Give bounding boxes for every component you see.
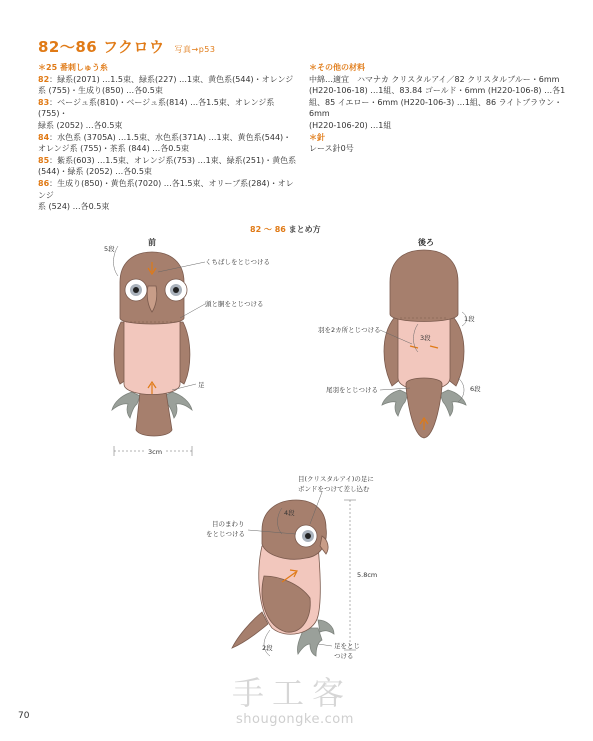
yarn-text: 系 (524) …各0.5束 [38, 202, 110, 212]
tail-label: 尾羽をとじつける [326, 386, 378, 394]
wings-label: 羽を2カ所とじつける [318, 326, 381, 334]
yarn-text: ：生成り(850)・黄色系(7020) …各1.5束、オリーブ系(284)・オレンジ [38, 178, 294, 200]
yarn-text: ：水色系 (3705A) …1.5束、水色系(371A) …1束、黄色系(544)・ [49, 132, 292, 142]
materials-line: (H220-106-18) …1組、83.84 ゴールド・6mm (H220-106-8) …各1 [309, 86, 566, 96]
around-eye-label-1: 目のまわり [212, 520, 245, 528]
watermark-url: shougongke.com [236, 712, 354, 727]
eye-label-2: ボンドをつけて差し込む [298, 485, 370, 493]
feet-label: 足 [198, 381, 205, 389]
yarn-text: ：緑系(2071) …1.5束、緑系(227) …1束、黄色系(544)・オレンジ [49, 74, 294, 84]
materials-line: (H220-106-20) …1組 [309, 120, 392, 130]
feet-attach-label-2: つける [334, 652, 354, 660]
title-text: 82～86 フクロウ [38, 38, 165, 56]
back-dan-3: 3段 [420, 334, 431, 342]
photo-reference: 写真→p53 [174, 45, 216, 54]
front-owl [112, 246, 205, 456]
front-view-label: 前 [148, 238, 156, 247]
yarn-text: 系 (755)・生成り(850) …各0.5束 [38, 86, 163, 96]
width-label: 3cm [148, 448, 163, 456]
side-dan-2: 2段 [262, 644, 273, 652]
yarn-text: (544)・緑系 (2052) …各0.5束 [38, 167, 152, 177]
watermark-text: 手工客 [232, 674, 353, 712]
yarn-text: オレンジ系 (755)・茶系 (844) …各0.5束 [38, 144, 189, 154]
materials-line: 組、85 イエロー・6mm (H220-106-3) …1組、86 ライトブラウン・6mm [309, 97, 563, 119]
back-dan-6: 6段 [470, 385, 481, 393]
front-dan-5: 5段 [104, 245, 115, 253]
needle-heading: ＊針 [309, 132, 325, 142]
back-dan-1: 1段 [464, 315, 475, 323]
beak-label: くちばしをとじつける [205, 258, 270, 266]
yarn-text: ：ベージュ系(810)・ベージュ系(814) …各1.5束、オレンジ系(755)・ [38, 97, 275, 119]
yarn-text: 緑系 (2052) …各0.5束 [38, 120, 123, 130]
needle-text: レース針0号 [309, 144, 354, 154]
diagram-title-text: まとめ方 [285, 225, 321, 234]
materials-heading: ＊その他の材料 [309, 63, 365, 72]
feet-attach-label-1: 足をとじ [334, 642, 360, 650]
materials-line: 中綿…適宜 ハマナカ クリスタルアイ／82 クリスタルブルー・6mm [309, 74, 560, 84]
model-number: 82 [38, 74, 50, 84]
model-number: 84 [38, 132, 50, 142]
diagram-title-num: 82 ～ 86 [250, 225, 286, 234]
side-dan-4: 4段 [284, 509, 295, 517]
yarn-heading: ＊25 番刺しゅう糸 [38, 63, 108, 72]
around-eye-label-2: をとじつける [206, 530, 245, 538]
model-number: 85 [38, 155, 50, 165]
eye-label-1: 目(クリスタルアイ)の足に [298, 475, 374, 483]
back-owl [380, 250, 467, 438]
height-label: 5.8cm [357, 571, 378, 579]
page-number: 70 [18, 711, 30, 721]
model-number: 86 [38, 178, 50, 188]
head-body-label: 頭と胴をとじつける [205, 300, 264, 308]
yarn-text: ：紫系(603) …1.5束、オレンジ系(753) …1束、緑系(251)・黄色系 [49, 155, 297, 165]
model-number: 83 [38, 97, 50, 107]
back-view-label: 後ろ [418, 238, 434, 247]
